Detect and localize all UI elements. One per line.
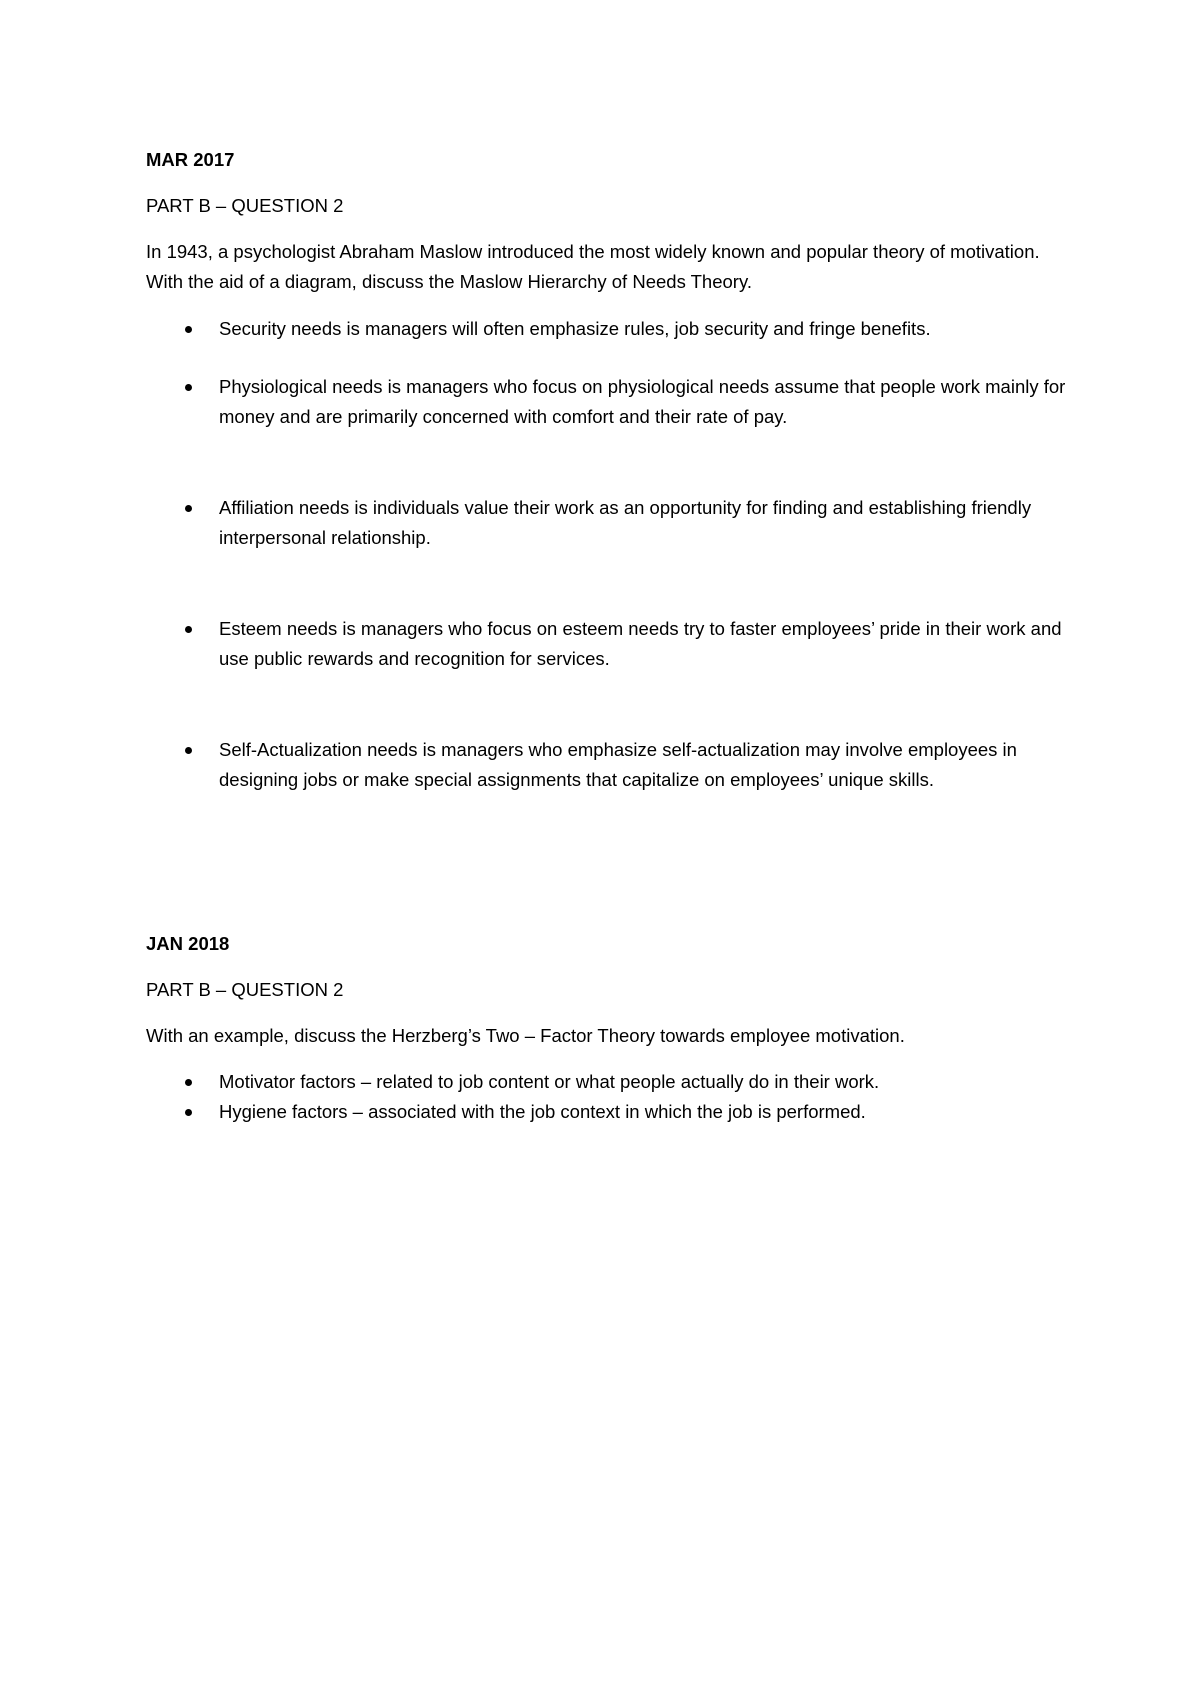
bullet-icon [185, 326, 192, 333]
bullet-icon [185, 747, 192, 754]
list-item-text: Physiological needs is managers who focus on physiological needs assume that people work mainly for money and are primarily concerned with comfort and their rate of pay. [219, 376, 1066, 427]
question-text: In 1943, a psychologist Abraham Maslow introduced the most widely known and popular theory of motivation. With the aid of a diagram, discuss the Maslow Hierarchy of Needs Theory. [146, 241, 1040, 292]
bullet-icon [185, 1079, 192, 1086]
list-item-text: Self-Actualization needs is managers who emphasize self-actualization may involve employees in designing jobs or make special assignments that capitalize on employees’ unique skills. [219, 739, 1017, 790]
section-heading-mar-2017: MAR 2017 [146, 149, 235, 170]
bullet-icon [185, 626, 192, 633]
list-item-text: Security needs is managers will often emphasize rules, job security and fringe benefits. [219, 318, 931, 339]
section-heading-jan-2018: JAN 2018 [146, 933, 230, 954]
section-part-label: PART B – QUESTION 2 [146, 979, 344, 1000]
question-text: With an example, discuss the Herzberg’s Two – Factor Theory towards employee motivation. [146, 1025, 905, 1046]
section-part-label: PART B – QUESTION 2 [146, 195, 344, 216]
bullet-icon [185, 505, 192, 512]
list-item-text: Hygiene factors – associated with the job context in which the job is performed. [219, 1101, 866, 1122]
list-item-text: Esteem needs is managers who focus on esteem needs try to faster employees’ pride in their work and use public rewards and recognition for services. [219, 618, 1062, 669]
list-item-text: Motivator factors – related to job content or what people actually do in their work. [219, 1071, 880, 1092]
bullet-icon [185, 384, 192, 391]
list-item-text: Affiliation needs is individuals value their work as an opportunity for finding and establishing friendly interpersonal relationship. [219, 497, 1032, 548]
bullet-icon [185, 1109, 192, 1116]
